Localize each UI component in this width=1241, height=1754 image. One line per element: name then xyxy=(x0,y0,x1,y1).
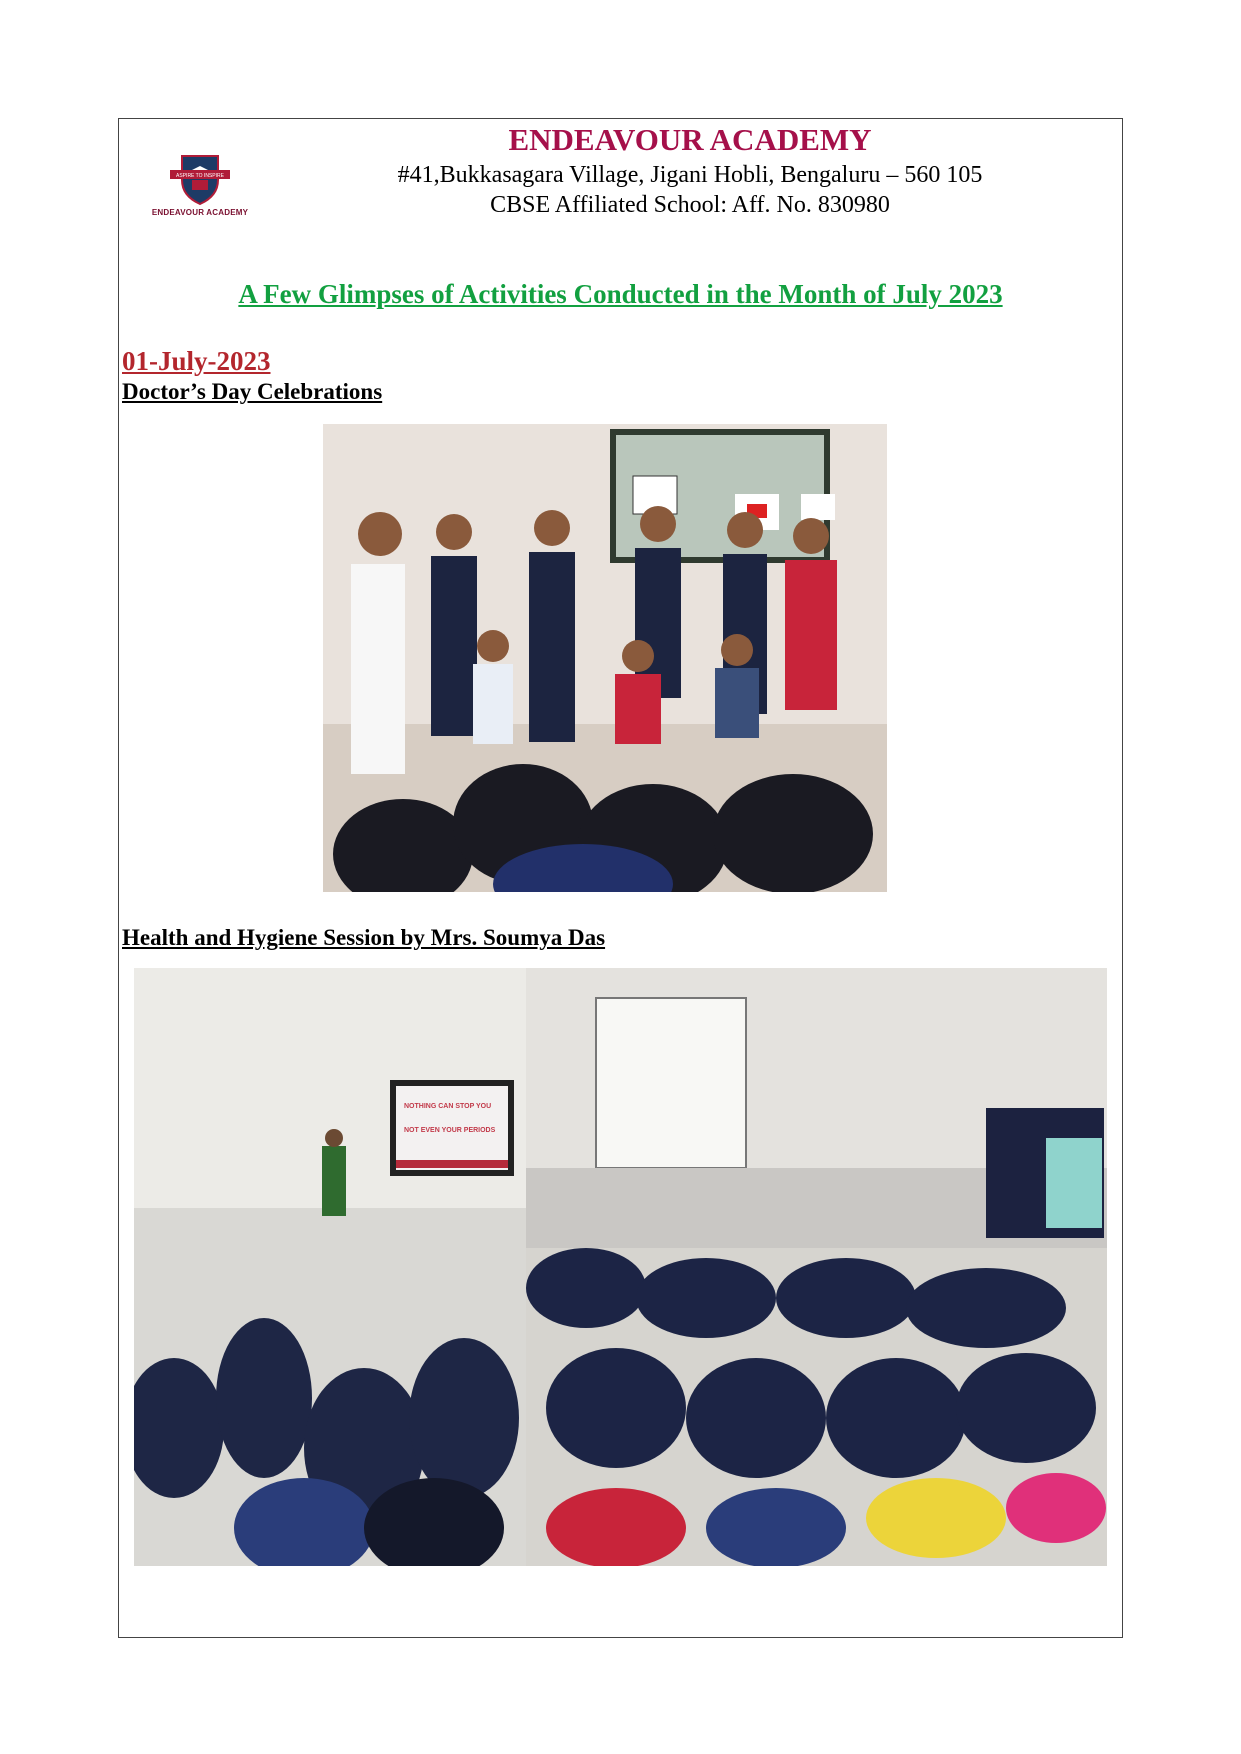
screen-text-line-2: NOT EVEN YOUR PERIODS xyxy=(404,1127,496,1134)
school-name: ENDEAVOUR ACADEMY xyxy=(508,122,872,157)
page-headline: A Few Glimpses of Activities Conducted in the Month of July 2023 xyxy=(238,279,1003,309)
section-date: 01-July-2023 xyxy=(122,346,271,376)
health-session-screen-photo xyxy=(134,968,526,1566)
health-session-photo-right xyxy=(526,968,1107,1566)
section-title-doctors-day: Doctor’s Day Celebrations xyxy=(122,379,383,404)
students-group-photo xyxy=(526,968,1107,1566)
section-title-health-hygiene: Health and Hygiene Session by Mrs. Soumya Das xyxy=(122,925,606,950)
health-session-photo-left xyxy=(134,968,526,1566)
school-address: #41,Bukkasagara Village, Jigani Hobli, Bengaluru – 560 105 xyxy=(397,162,983,188)
screen-text-line-1: NOTHING CAN STOP YOU xyxy=(404,1103,492,1110)
logo-motto: ASPIRE TO INSPIRE xyxy=(176,173,224,179)
school-affiliation: CBSE Affiliated School: Aff. No. 830980 xyxy=(490,192,890,218)
school-logo xyxy=(148,150,252,220)
logo-caption: ENDEAVOUR ACADEMY xyxy=(151,208,249,217)
students-skit-photo xyxy=(323,424,887,892)
school-crest-icon xyxy=(148,150,252,208)
doctors-day-photo xyxy=(323,424,887,892)
